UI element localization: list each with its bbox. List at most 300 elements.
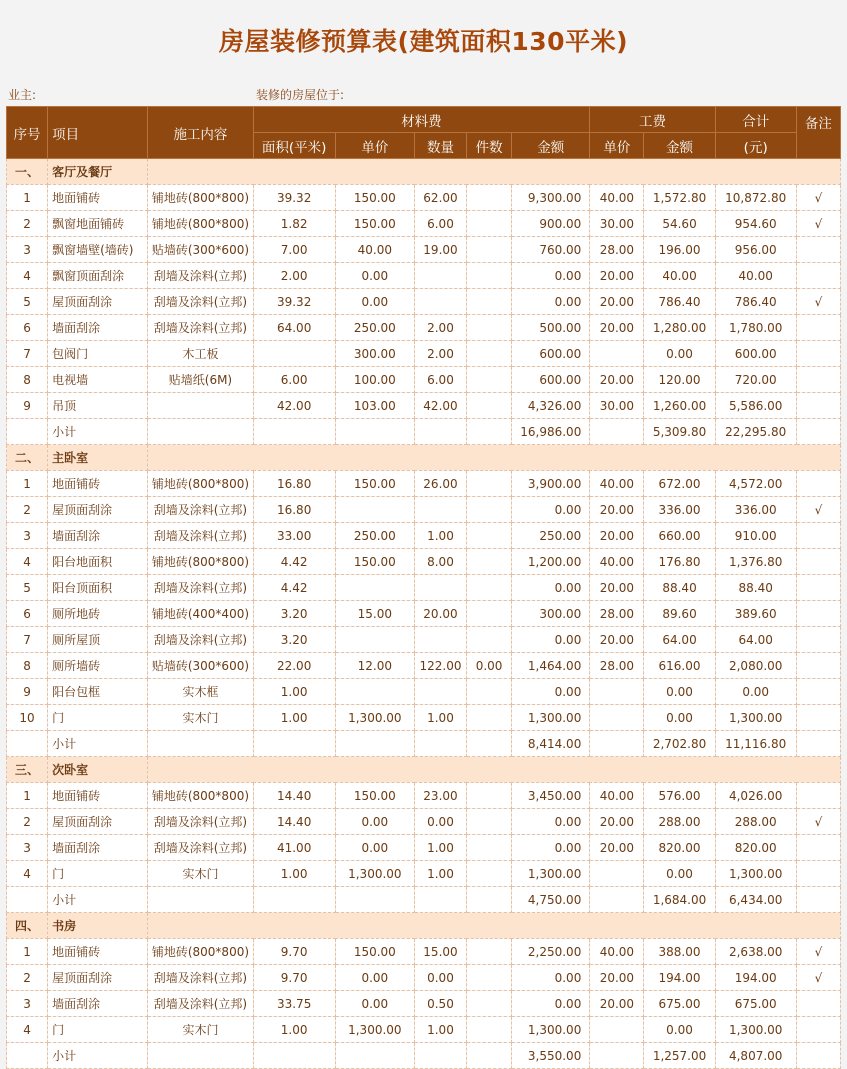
cell-item: 小计 — [48, 887, 148, 913]
cell-total: 1,376.80 — [715, 549, 796, 575]
cell-note — [796, 1017, 840, 1043]
cell-labor-unit: 40.00 — [590, 939, 644, 965]
cell-note — [796, 263, 840, 289]
cell-seq: 3 — [7, 237, 48, 263]
cell-area: 16.80 — [253, 471, 335, 497]
header-content: 施工内容 — [148, 107, 253, 159]
cell-unit-price: 103.00 — [335, 393, 414, 419]
cell-seq: 2 — [7, 809, 48, 835]
section-row — [7, 757, 841, 783]
cell-item: 门 — [48, 1017, 148, 1043]
cell-unit-price — [335, 1043, 414, 1069]
cell-labor-amount: 576.00 — [644, 783, 715, 809]
cell-labor-amount: 88.40 — [644, 575, 715, 601]
header-labor-amount: 金额 — [644, 133, 715, 159]
cell-area: 4.42 — [253, 575, 335, 601]
cell-labor-unit: 20.00 — [590, 497, 644, 523]
cell-item: 屋顶面刮涂 — [48, 289, 148, 315]
cell-content: 铺地砖(800*800) — [148, 185, 253, 211]
table-row — [7, 575, 841, 601]
cell-labor-unit — [590, 1043, 644, 1069]
subtotal-row — [7, 731, 841, 757]
cell-total: 88.40 — [715, 575, 796, 601]
cell-area — [253, 1043, 335, 1069]
cell-content: 刮墙及涂料(立邦) — [148, 315, 253, 341]
cell-area: 22.00 — [253, 653, 335, 679]
cell-unit-price: 0.00 — [335, 835, 414, 861]
cell-total: 6,434.00 — [715, 887, 796, 913]
cell-content: 铺地砖(800*800) — [148, 211, 253, 237]
cell-note: √ — [796, 185, 840, 211]
cell-note — [796, 861, 840, 887]
cell-item: 地面铺砖 — [48, 939, 148, 965]
cell-pieces — [467, 289, 512, 315]
cell-pieces — [467, 341, 512, 367]
cell-seq: 6 — [7, 601, 48, 627]
cell-labor-unit: 30.00 — [590, 393, 644, 419]
section-filler — [148, 445, 841, 471]
cell-qty: 0.00 — [414, 965, 466, 991]
cell-total: 2,080.00 — [715, 653, 796, 679]
table-row — [7, 341, 841, 367]
cell-total: 4,572.00 — [715, 471, 796, 497]
cell-area: 1.00 — [253, 679, 335, 705]
cell-amount: 250.00 — [512, 523, 590, 549]
section-name: 客厅及餐厅 — [48, 159, 148, 185]
section-name: 书房 — [48, 913, 148, 939]
cell-qty: 1.00 — [414, 705, 466, 731]
cell-total: 2,638.00 — [715, 939, 796, 965]
cell-total: 786.40 — [715, 289, 796, 315]
cell-qty: 1.00 — [414, 523, 466, 549]
subtotal-row — [7, 1043, 841, 1069]
cell-seq — [7, 1043, 48, 1069]
cell-labor-amount: 616.00 — [644, 653, 715, 679]
cell-area: 4.42 — [253, 549, 335, 575]
cell-qty: 62.00 — [414, 185, 466, 211]
cell-total: 194.00 — [715, 965, 796, 991]
header-qty: 数量 — [414, 133, 466, 159]
cell-area: 7.00 — [253, 237, 335, 263]
cell-note — [796, 1043, 840, 1069]
cell-labor-amount: 0.00 — [644, 1017, 715, 1043]
cell-seq: 1 — [7, 471, 48, 497]
header-total: 合计 — [715, 107, 796, 133]
cell-qty: 23.00 — [414, 783, 466, 809]
table-row — [7, 393, 841, 419]
cell-item: 飘窗顶面刮涂 — [48, 263, 148, 289]
cell-amount: 0.00 — [512, 809, 590, 835]
table-row — [7, 497, 841, 523]
cell-amount: 600.00 — [512, 341, 590, 367]
cell-content: 刮墙及涂料(立邦) — [148, 497, 253, 523]
cell-qty — [414, 263, 466, 289]
cell-area: 33.00 — [253, 523, 335, 549]
cell-unit-price: 1,300.00 — [335, 861, 414, 887]
cell-content: 刮墙及涂料(立邦) — [148, 965, 253, 991]
cell-pieces — [467, 575, 512, 601]
cell-note — [796, 367, 840, 393]
cell-amount: 0.00 — [512, 627, 590, 653]
cell-qty: 19.00 — [414, 237, 466, 263]
cell-content: 刮墙及涂料(立邦) — [148, 627, 253, 653]
cell-item: 电视墙 — [48, 367, 148, 393]
cell-pieces — [467, 601, 512, 627]
table-row — [7, 991, 841, 1017]
cell-qty: 8.00 — [414, 549, 466, 575]
cell-total: 0.00 — [715, 679, 796, 705]
cell-area: 64.00 — [253, 315, 335, 341]
cell-note — [796, 653, 840, 679]
cell-labor-amount: 1,684.00 — [644, 887, 715, 913]
cell-total: 389.60 — [715, 601, 796, 627]
cell-unit-price: 15.00 — [335, 601, 414, 627]
cell-content: 刮墙及涂料(立邦) — [148, 523, 253, 549]
cell-pieces — [467, 315, 512, 341]
cell-seq: 2 — [7, 965, 48, 991]
cell-amount: 300.00 — [512, 601, 590, 627]
cell-labor-amount: 0.00 — [644, 705, 715, 731]
cell-labor-amount: 64.00 — [644, 627, 715, 653]
cell-pieces — [467, 861, 512, 887]
cell-seq: 4 — [7, 1017, 48, 1043]
cell-unit-price: 0.00 — [335, 263, 414, 289]
cell-seq: 2 — [7, 211, 48, 237]
cell-seq: 5 — [7, 575, 48, 601]
cell-unit-price — [335, 497, 414, 523]
cell-labor-amount: 1,572.80 — [644, 185, 715, 211]
cell-pieces — [467, 965, 512, 991]
cell-labor-unit: 20.00 — [590, 289, 644, 315]
cell-labor-amount: 1,257.00 — [644, 1043, 715, 1069]
cell-pieces — [467, 1043, 512, 1069]
cell-pieces — [467, 393, 512, 419]
cell-item: 小计 — [48, 419, 148, 445]
cell-amount: 4,326.00 — [512, 393, 590, 419]
cell-labor-amount: 1,280.00 — [644, 315, 715, 341]
cell-labor-amount: 194.00 — [644, 965, 715, 991]
cell-unit-price — [335, 887, 414, 913]
cell-seq: 6 — [7, 315, 48, 341]
cell-content: 实木门 — [148, 1017, 253, 1043]
cell-pieces — [467, 211, 512, 237]
header-amount: 金额 — [512, 133, 590, 159]
header-unit-price: 单价 — [335, 133, 414, 159]
cell-labor-amount: 196.00 — [644, 237, 715, 263]
cell-note: √ — [796, 497, 840, 523]
cell-seq — [7, 419, 48, 445]
table-row — [7, 783, 841, 809]
cell-amount: 16,986.00 — [512, 419, 590, 445]
cell-item: 地面铺砖 — [48, 783, 148, 809]
cell-item: 门 — [48, 705, 148, 731]
cell-area: 6.00 — [253, 367, 335, 393]
cell-labor-unit: 28.00 — [590, 653, 644, 679]
cell-amount: 0.00 — [512, 679, 590, 705]
cell-unit-price: 150.00 — [335, 471, 414, 497]
cell-area: 42.00 — [253, 393, 335, 419]
section-number: 一、 — [7, 159, 48, 185]
cell-labor-unit: 40.00 — [590, 783, 644, 809]
cell-item: 飘窗地面铺砖 — [48, 211, 148, 237]
cell-labor-amount: 1,260.00 — [644, 393, 715, 419]
cell-labor-amount: 2,702.80 — [644, 731, 715, 757]
section-number: 二、 — [7, 445, 48, 471]
cell-total: 11,116.80 — [715, 731, 796, 757]
cell-qty — [414, 289, 466, 315]
cell-area: 2.00 — [253, 263, 335, 289]
cell-amount: 0.00 — [512, 575, 590, 601]
cell-qty: 2.00 — [414, 341, 466, 367]
cell-content: 贴墙砖(300*600) — [148, 653, 253, 679]
cell-content: 铺地砖(800*800) — [148, 783, 253, 809]
cell-qty: 6.00 — [414, 367, 466, 393]
cell-seq: 4 — [7, 861, 48, 887]
cell-amount: 1,464.00 — [512, 653, 590, 679]
cell-unit-price: 250.00 — [335, 523, 414, 549]
cell-qty: 6.00 — [414, 211, 466, 237]
cell-unit-price — [335, 627, 414, 653]
cell-unit-price: 150.00 — [335, 211, 414, 237]
cell-seq — [7, 731, 48, 757]
table-body — [7, 159, 841, 1069]
cell-qty: 20.00 — [414, 601, 466, 627]
cell-labor-unit: 28.00 — [590, 237, 644, 263]
cell-content — [148, 731, 253, 757]
cell-total: 954.60 — [715, 211, 796, 237]
cell-pieces — [467, 1017, 512, 1043]
cell-amount: 1,200.00 — [512, 549, 590, 575]
cell-item: 阳台地面积 — [48, 549, 148, 575]
cell-labor-unit: 20.00 — [590, 263, 644, 289]
cell-labor-amount: 388.00 — [644, 939, 715, 965]
section-row — [7, 445, 841, 471]
cell-total: 288.00 — [715, 809, 796, 835]
cell-qty — [414, 1043, 466, 1069]
cell-pieces — [467, 627, 512, 653]
cell-seq: 4 — [7, 549, 48, 575]
section-number: 四、 — [7, 913, 48, 939]
cell-qty: 0.00 — [414, 809, 466, 835]
table-row — [7, 1017, 841, 1043]
cell-note — [796, 237, 840, 263]
cell-pieces — [467, 471, 512, 497]
cell-labor-amount: 0.00 — [644, 861, 715, 887]
cell-area: 33.75 — [253, 991, 335, 1017]
cell-content: 刮墙及涂料(立邦) — [148, 809, 253, 835]
cell-qty — [414, 419, 466, 445]
cell-labor-unit: 30.00 — [590, 211, 644, 237]
cell-pieces — [467, 367, 512, 393]
cell-seq: 5 — [7, 289, 48, 315]
cell-qty: 1.00 — [414, 835, 466, 861]
cell-content: 刮墙及涂料(立邦) — [148, 835, 253, 861]
cell-pieces — [467, 679, 512, 705]
header-area: 面积(平米) — [253, 133, 335, 159]
cell-amount: 0.00 — [512, 289, 590, 315]
cell-qty: 15.00 — [414, 939, 466, 965]
cell-qty: 0.50 — [414, 991, 466, 1017]
cell-item: 厕所墙砖 — [48, 653, 148, 679]
cell-unit-price — [335, 575, 414, 601]
cell-labor-unit: 20.00 — [590, 627, 644, 653]
cell-labor-unit: 20.00 — [590, 835, 644, 861]
cell-qty: 122.00 — [414, 653, 466, 679]
cell-pieces: 0.00 — [467, 653, 512, 679]
header-labor: 工费 — [590, 107, 715, 133]
cell-amount: 900.00 — [512, 211, 590, 237]
cell-note — [796, 705, 840, 731]
cell-labor-unit — [590, 887, 644, 913]
cell-amount: 3,900.00 — [512, 471, 590, 497]
cell-labor-amount: 54.60 — [644, 211, 715, 237]
cell-seq: 7 — [7, 341, 48, 367]
cell-area: 3.20 — [253, 627, 335, 653]
cell-total: 336.00 — [715, 497, 796, 523]
cell-amount: 3,450.00 — [512, 783, 590, 809]
table-row — [7, 965, 841, 991]
cell-total: 4,807.00 — [715, 1043, 796, 1069]
cell-seq: 7 — [7, 627, 48, 653]
cell-seq: 9 — [7, 393, 48, 419]
cell-total: 64.00 — [715, 627, 796, 653]
cell-area: 1.00 — [253, 861, 335, 887]
cell-unit-price: 100.00 — [335, 367, 414, 393]
cell-unit-price: 150.00 — [335, 185, 414, 211]
cell-pieces — [467, 835, 512, 861]
cell-item: 屋顶面刮涂 — [48, 497, 148, 523]
cell-labor-amount: 288.00 — [644, 809, 715, 835]
cell-note: √ — [796, 809, 840, 835]
table-row — [7, 601, 841, 627]
cell-content: 铺地砖(400*400) — [148, 601, 253, 627]
cell-pieces — [467, 783, 512, 809]
cell-seq: 8 — [7, 367, 48, 393]
cell-amount: 0.00 — [512, 497, 590, 523]
cell-item: 小计 — [48, 731, 148, 757]
cell-amount: 8,414.00 — [512, 731, 590, 757]
table-row — [7, 289, 841, 315]
cell-area — [253, 887, 335, 913]
cell-amount: 3,550.00 — [512, 1043, 590, 1069]
cell-pieces — [467, 185, 512, 211]
cell-note — [796, 523, 840, 549]
cell-total: 956.00 — [715, 237, 796, 263]
cell-item: 吊顶 — [48, 393, 148, 419]
header-pieces: 件数 — [467, 133, 512, 159]
cell-seq: 9 — [7, 679, 48, 705]
section-row — [7, 913, 841, 939]
table-row — [7, 211, 841, 237]
cell-amount: 760.00 — [512, 237, 590, 263]
table-row — [7, 315, 841, 341]
cell-item: 门 — [48, 861, 148, 887]
cell-note — [796, 679, 840, 705]
cell-labor-unit: 20.00 — [590, 523, 644, 549]
cell-note — [796, 341, 840, 367]
cell-note — [796, 575, 840, 601]
cell-labor-unit — [590, 679, 644, 705]
table-row — [7, 549, 841, 575]
table-row — [7, 861, 841, 887]
cell-labor-unit — [590, 861, 644, 887]
cell-labor-unit: 20.00 — [590, 965, 644, 991]
cell-note — [796, 887, 840, 913]
cell-unit-price: 40.00 — [335, 237, 414, 263]
cell-labor-unit: 20.00 — [590, 315, 644, 341]
cell-note — [796, 991, 840, 1017]
cell-pieces — [467, 939, 512, 965]
cell-pieces — [467, 731, 512, 757]
cell-seq: 1 — [7, 185, 48, 211]
cell-labor-unit: 40.00 — [590, 185, 644, 211]
cell-labor-unit: 28.00 — [590, 601, 644, 627]
cell-pieces — [467, 419, 512, 445]
cell-note — [796, 393, 840, 419]
cell-area: 1.00 — [253, 1017, 335, 1043]
table-row — [7, 679, 841, 705]
cell-seq: 2 — [7, 497, 48, 523]
section-filler — [148, 757, 841, 783]
cell-content: 铺地砖(800*800) — [148, 939, 253, 965]
cell-content — [148, 1043, 253, 1069]
cell-total: 5,586.00 — [715, 393, 796, 419]
location-label: 装修的房屋位于: — [256, 88, 345, 102]
cell-area: 39.32 — [253, 185, 335, 211]
owner-label: 业主: — [8, 88, 37, 102]
cell-pieces — [467, 523, 512, 549]
cell-total: 40.00 — [715, 263, 796, 289]
cell-labor-amount: 660.00 — [644, 523, 715, 549]
cell-labor-unit: 40.00 — [590, 549, 644, 575]
cell-pieces — [467, 991, 512, 1017]
cell-note — [796, 549, 840, 575]
cell-item: 阳台顶面积 — [48, 575, 148, 601]
cell-area: 39.32 — [253, 289, 335, 315]
cell-note: √ — [796, 289, 840, 315]
cell-seq — [7, 887, 48, 913]
cell-total: 1,300.00 — [715, 1017, 796, 1043]
cell-labor-amount: 40.00 — [644, 263, 715, 289]
cell-labor-unit: 20.00 — [590, 575, 644, 601]
header-seq: 序号 — [7, 107, 48, 159]
cell-unit-price: 1,300.00 — [335, 1017, 414, 1043]
section-filler — [148, 913, 841, 939]
cell-seq: 3 — [7, 835, 48, 861]
cell-labor-amount: 0.00 — [644, 679, 715, 705]
cell-note: √ — [796, 965, 840, 991]
cell-note — [796, 601, 840, 627]
cell-pieces — [467, 237, 512, 263]
cell-unit-price — [335, 679, 414, 705]
cell-unit-price: 300.00 — [335, 341, 414, 367]
cell-labor-unit: 40.00 — [590, 471, 644, 497]
cell-content: 贴墙纸(6M) — [148, 367, 253, 393]
cell-labor-unit — [590, 1017, 644, 1043]
cell-labor-unit: 20.00 — [590, 809, 644, 835]
cell-labor-unit — [590, 419, 644, 445]
cell-unit-price: 1,300.00 — [335, 705, 414, 731]
cell-content: 铺地砖(800*800) — [148, 549, 253, 575]
cell-pieces — [467, 887, 512, 913]
cell-amount: 2,250.00 — [512, 939, 590, 965]
cell-item: 墙面刮涂 — [48, 523, 148, 549]
table-row — [7, 705, 841, 731]
section-filler — [148, 159, 841, 185]
cell-pieces — [467, 549, 512, 575]
page-title: 房屋装修预算表(建筑面积130平米) — [218, 27, 629, 56]
cell-qty — [414, 887, 466, 913]
